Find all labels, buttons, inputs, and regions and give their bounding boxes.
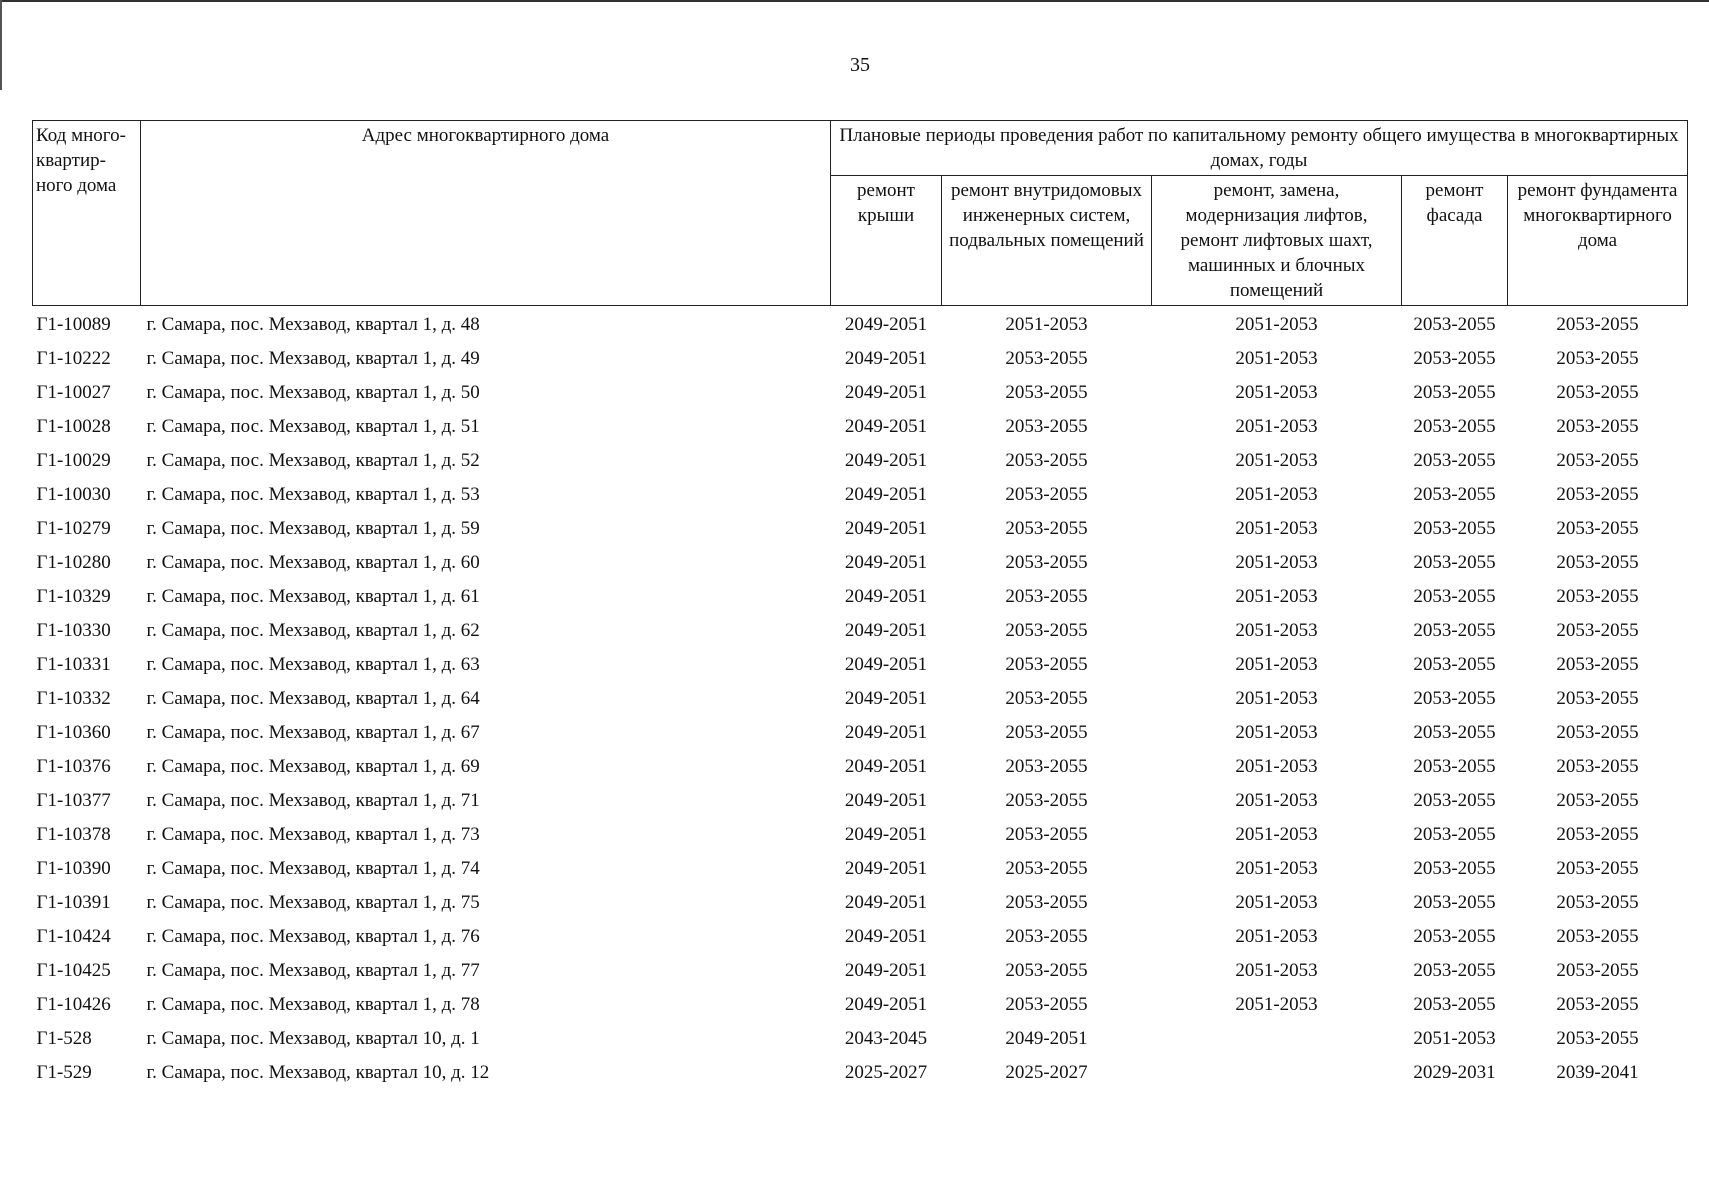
cell-roof: 2049-2051 <box>844 518 928 539</box>
cell-facade: 2053-2055 <box>1413 586 1496 607</box>
cell-facade: 2053-2055 <box>1413 892 1496 913</box>
cell-foundation: 2053-2055 <box>1556 1028 1639 1049</box>
cell-roof: 2049-2051 <box>844 348 928 369</box>
cell-lifts: 2051-2053 <box>1235 518 1318 539</box>
cell-code: Г1-10377 <box>36 790 111 811</box>
header-roof-repair: ремонт крыши <box>831 176 942 306</box>
cell-address: г. Самара, пос. Мехзавод, квартал 1, д. 64 <box>146 688 480 709</box>
cell-lifts: 2051-2053 <box>1235 960 1318 981</box>
cell-address: г. Самара, пос. Мехзавод, квартал 1, д. 51 <box>146 416 480 437</box>
cell-roof: 2049-2051 <box>844 756 928 777</box>
cell-foundation: 2053-2055 <box>1556 382 1639 403</box>
cell-lifts: 2051-2053 <box>1235 756 1318 777</box>
cell-facade: 2053-2055 <box>1413 314 1496 335</box>
cell-code: Г1-10279 <box>36 518 111 539</box>
cell-lifts: 2051-2053 <box>1235 552 1318 573</box>
table-row <box>33 648 1688 682</box>
cell-facade: 2053-2055 <box>1413 382 1496 403</box>
cell-code: Г1-10329 <box>36 586 111 607</box>
cell-facade: 2053-2055 <box>1413 620 1496 641</box>
cell-address: г. Самара, пос. Мехзавод, квартал 1, д. 49 <box>146 348 480 369</box>
cell-roof: 2049-2051 <box>844 824 928 845</box>
table-row <box>33 614 1688 648</box>
cell-code: Г1-10378 <box>36 824 111 845</box>
repair-schedule-table <box>32 120 1688 1090</box>
cell-foundation: 2053-2055 <box>1556 450 1639 471</box>
table-row <box>33 410 1688 444</box>
cell-lifts: 2051-2053 <box>1235 994 1318 1015</box>
cell-lifts: 2051-2053 <box>1235 348 1318 369</box>
cell-lifts: 2051-2053 <box>1235 824 1318 845</box>
cell-foundation: 2053-2055 <box>1556 926 1639 947</box>
cell-foundation: 2053-2055 <box>1556 688 1639 709</box>
cell-address: г. Самара, пос. Мехзавод, квартал 1, д. 73 <box>146 824 480 845</box>
cell-engineering: 2053-2055 <box>1005 960 1088 981</box>
table-row <box>33 920 1688 954</box>
cell-facade: 2053-2055 <box>1413 824 1496 845</box>
cell-code: Г1-10028 <box>36 416 111 437</box>
cell-lifts: 2051-2053 <box>1235 586 1318 607</box>
cell-address: г. Самара, пос. Мехзавод, квартал 1, д. 63 <box>146 654 480 675</box>
cell-facade: 2053-2055 <box>1413 654 1496 675</box>
cell-address: г. Самара, пос. Мехзавод, квартал 1, д. 50 <box>146 382 480 403</box>
table-row <box>33 988 1688 1022</box>
header-lifts: ремонт, замена, модернизация лифтов, ремонт лифтовых шахт, машинных и блочных помещений <box>1152 176 1402 306</box>
cell-roof: 2049-2051 <box>844 994 928 1015</box>
cell-lifts: 2051-2053 <box>1235 858 1318 879</box>
cell-facade: 2053-2055 <box>1413 790 1496 811</box>
cell-facade: 2053-2055 <box>1413 348 1496 369</box>
cell-code: Г1-529 <box>36 1062 92 1083</box>
cell-engineering: 2053-2055 <box>1005 926 1088 947</box>
cell-roof: 2043-2045 <box>844 1028 928 1049</box>
cell-address: г. Самара, пос. Мехзавод, квартал 1, д. 62 <box>146 620 480 641</box>
table-row <box>33 716 1688 750</box>
cell-lifts: 2051-2053 <box>1235 416 1318 437</box>
header-foundation: ремонт фундамента многоквартирного дома <box>1508 176 1688 306</box>
cell-address: г. Самара, пос. Мехзавод, квартал 10, д. 1 <box>146 1028 480 1049</box>
cell-foundation: 2053-2055 <box>1556 416 1639 437</box>
cell-address: г. Самара, пос. Мехзавод, квартал 1, д. 71 <box>146 790 480 811</box>
cell-roof: 2049-2051 <box>844 552 928 573</box>
cell-address: г. Самара, пос. Мехзавод, квартал 1, д. 69 <box>146 756 480 777</box>
cell-address: г. Самара, пос. Мехзавод, квартал 1, д. 59 <box>146 518 480 539</box>
cell-foundation: 2053-2055 <box>1556 722 1639 743</box>
cell-facade: 2051-2053 <box>1413 1028 1496 1049</box>
cell-facade: 2053-2055 <box>1413 960 1496 981</box>
cell-code: Г1-10330 <box>36 620 111 641</box>
cell-facade: 2053-2055 <box>1413 552 1496 573</box>
cell-address: г. Самара, пос. Мехзавод, квартал 1, д. 52 <box>146 450 480 471</box>
cell-roof: 2049-2051 <box>844 722 928 743</box>
cell-code: Г1-10332 <box>36 688 111 709</box>
cell-roof: 2049-2051 <box>844 382 928 403</box>
cell-roof: 2049-2051 <box>844 416 928 437</box>
cell-foundation: 2053-2055 <box>1556 858 1639 879</box>
cell-foundation: 2053-2055 <box>1556 756 1639 777</box>
cell-roof: 2049-2051 <box>844 858 928 879</box>
cell-facade: 2053-2055 <box>1413 484 1496 505</box>
cell-code: Г1-10222 <box>36 348 111 369</box>
cell-engineering: 2053-2055 <box>1005 756 1088 777</box>
table-row <box>33 750 1688 784</box>
cell-roof: 2049-2051 <box>844 790 928 811</box>
cell-address: г. Самара, пос. Мехзавод, квартал 1, д. 61 <box>146 586 480 607</box>
cell-engineering: 2053-2055 <box>1005 552 1088 573</box>
cell-foundation: 2053-2055 <box>1556 892 1639 913</box>
cell-address: г. Самара, пос. Мехзавод, квартал 10, д. 12 <box>146 1062 490 1083</box>
table-row <box>33 954 1688 988</box>
cell-engineering: 2053-2055 <box>1005 722 1088 743</box>
table-row <box>33 1056 1688 1090</box>
header-address: Адрес многоквартирного дома <box>141 121 831 306</box>
cell-roof: 2049-2051 <box>844 620 928 641</box>
table-row <box>33 444 1688 478</box>
cell-lifts: 2051-2053 <box>1235 892 1318 913</box>
cell-lifts <box>1152 1056 1402 1090</box>
cell-facade: 2053-2055 <box>1413 416 1496 437</box>
cell-engineering: 2053-2055 <box>1005 824 1088 845</box>
cell-facade: 2053-2055 <box>1413 926 1496 947</box>
cell-code: Г1-10391 <box>36 892 111 913</box>
cell-engineering: 2051-2053 <box>1005 314 1088 335</box>
table-row <box>33 784 1688 818</box>
cell-address: г. Самара, пос. Мехзавод, квартал 1, д. 75 <box>146 892 480 913</box>
cell-lifts: 2051-2053 <box>1235 382 1318 403</box>
cell-foundation: 2053-2055 <box>1556 824 1639 845</box>
cell-code: Г1-10029 <box>36 450 111 471</box>
cell-facade: 2053-2055 <box>1413 756 1496 777</box>
table-row <box>33 512 1688 546</box>
cell-code: Г1-528 <box>36 1028 92 1049</box>
cell-address: г. Самара, пос. Мехзавод, квартал 1, д. 74 <box>146 858 480 879</box>
cell-roof: 2049-2051 <box>844 926 928 947</box>
header-code: Код много-квартир-ного дома <box>33 121 141 306</box>
cell-engineering: 2053-2055 <box>1005 790 1088 811</box>
table-row <box>33 580 1688 614</box>
cell-engineering: 2053-2055 <box>1005 620 1088 641</box>
cell-facade: 2053-2055 <box>1413 858 1496 879</box>
cell-code: Г1-10360 <box>36 722 111 743</box>
cell-facade: 2053-2055 <box>1413 518 1496 539</box>
cell-foundation: 2053-2055 <box>1556 314 1639 335</box>
cell-roof: 2025-2027 <box>844 1062 928 1083</box>
cell-engineering: 2053-2055 <box>1005 484 1088 505</box>
cell-lifts: 2051-2053 <box>1235 688 1318 709</box>
cell-foundation: 2053-2055 <box>1556 960 1639 981</box>
cell-lifts: 2051-2053 <box>1235 450 1318 471</box>
cell-roof: 2049-2051 <box>844 586 928 607</box>
cell-code: Г1-10390 <box>36 858 111 879</box>
cell-code: Г1-10089 <box>36 314 111 335</box>
cell-engineering: 2053-2055 <box>1005 994 1088 1015</box>
table-body <box>33 306 1688 1091</box>
table-row <box>33 682 1688 716</box>
cell-code: Г1-10376 <box>36 756 111 777</box>
cell-lifts: 2051-2053 <box>1235 314 1318 335</box>
table-row <box>33 376 1688 410</box>
cell-foundation: 2053-2055 <box>1556 620 1639 641</box>
cell-foundation: 2053-2055 <box>1556 586 1639 607</box>
cell-code: Г1-10280 <box>36 552 111 573</box>
cell-engineering: 2053-2055 <box>1005 450 1088 471</box>
cell-address: г. Самара, пос. Мехзавод, квартал 1, д. 77 <box>146 960 480 981</box>
cell-roof: 2049-2051 <box>844 892 928 913</box>
cell-engineering: 2053-2055 <box>1005 518 1088 539</box>
cell-foundation: 2053-2055 <box>1556 518 1639 539</box>
header-planned-periods: Плановые периоды проведения работ по капитальному ремонту общего имущества в многоквартирных домах, годы <box>831 121 1688 176</box>
table-row <box>33 852 1688 886</box>
cell-foundation: 2039-2041 <box>1556 1062 1639 1083</box>
cell-facade: 2053-2055 <box>1413 450 1496 471</box>
table-row <box>33 306 1688 343</box>
table-row <box>33 342 1688 376</box>
cell-roof: 2049-2051 <box>844 484 928 505</box>
cell-lifts: 2051-2053 <box>1235 484 1318 505</box>
cell-lifts: 2051-2053 <box>1235 620 1318 641</box>
cell-lifts <box>1152 1022 1402 1056</box>
cell-lifts: 2051-2053 <box>1235 790 1318 811</box>
cell-foundation: 2053-2055 <box>1556 994 1639 1015</box>
cell-lifts: 2051-2053 <box>1235 926 1318 947</box>
cell-foundation: 2053-2055 <box>1556 790 1639 811</box>
cell-foundation: 2053-2055 <box>1556 348 1639 369</box>
cell-lifts: 2051-2053 <box>1235 654 1318 675</box>
table-row <box>33 478 1688 512</box>
page-number: 35 <box>850 54 870 76</box>
cell-code: Г1-10331 <box>36 654 111 675</box>
cell-engineering: 2053-2055 <box>1005 348 1088 369</box>
table-row <box>33 546 1688 580</box>
cell-address: г. Самара, пос. Мехзавод, квартал 1, д. 53 <box>146 484 480 505</box>
header-engineering-systems: ремонт внутридомовых инженерных систем, подвальных помещений <box>942 176 1152 306</box>
cell-code: Г1-10425 <box>36 960 111 981</box>
table-header <box>33 121 1688 306</box>
cell-engineering: 2053-2055 <box>1005 858 1088 879</box>
cell-facade: 2053-2055 <box>1413 688 1496 709</box>
cell-engineering: 2053-2055 <box>1005 586 1088 607</box>
cell-engineering: 2053-2055 <box>1005 892 1088 913</box>
cell-engineering: 2053-2055 <box>1005 416 1088 437</box>
cell-facade: 2029-2031 <box>1413 1062 1496 1083</box>
cell-address: г. Самара, пос. Мехзавод, квартал 1, д. 60 <box>146 552 480 573</box>
cell-facade: 2053-2055 <box>1413 722 1496 743</box>
table-row <box>33 818 1688 852</box>
cell-engineering: 2025-2027 <box>1005 1062 1088 1083</box>
cell-engineering: 2053-2055 <box>1005 382 1088 403</box>
cell-address: г. Самара, пос. Мехзавод, квартал 1, д. 48 <box>146 314 480 335</box>
table-row <box>33 886 1688 920</box>
cell-code: Г1-10027 <box>36 382 111 403</box>
cell-engineering: 2053-2055 <box>1005 688 1088 709</box>
cell-roof: 2049-2051 <box>844 450 928 471</box>
table-row <box>33 1022 1688 1056</box>
cell-foundation: 2053-2055 <box>1556 654 1639 675</box>
cell-engineering: 2049-2051 <box>1005 1028 1088 1049</box>
header-facade: ремонт фасада <box>1402 176 1508 306</box>
cell-code: Г1-10030 <box>36 484 111 505</box>
cell-lifts: 2051-2053 <box>1235 722 1318 743</box>
cell-address: г. Самара, пос. Мехзавод, квартал 1, д. 76 <box>146 926 480 947</box>
cell-facade: 2053-2055 <box>1413 994 1496 1015</box>
cell-foundation: 2053-2055 <box>1556 484 1639 505</box>
cell-address: г. Самара, пос. Мехзавод, квартал 1, д. 67 <box>146 722 480 743</box>
cell-roof: 2049-2051 <box>844 654 928 675</box>
cell-roof: 2049-2051 <box>844 960 928 981</box>
cell-code: Г1-10424 <box>36 926 111 947</box>
cell-code: Г1-10426 <box>36 994 111 1015</box>
top-border-line <box>0 0 1709 2</box>
cell-foundation: 2053-2055 <box>1556 552 1639 573</box>
cell-engineering: 2053-2055 <box>1005 654 1088 675</box>
cell-roof: 2049-2051 <box>844 314 928 335</box>
cell-roof: 2049-2051 <box>844 688 928 709</box>
cell-address: г. Самара, пос. Мехзавод, квартал 1, д. 78 <box>146 994 480 1015</box>
